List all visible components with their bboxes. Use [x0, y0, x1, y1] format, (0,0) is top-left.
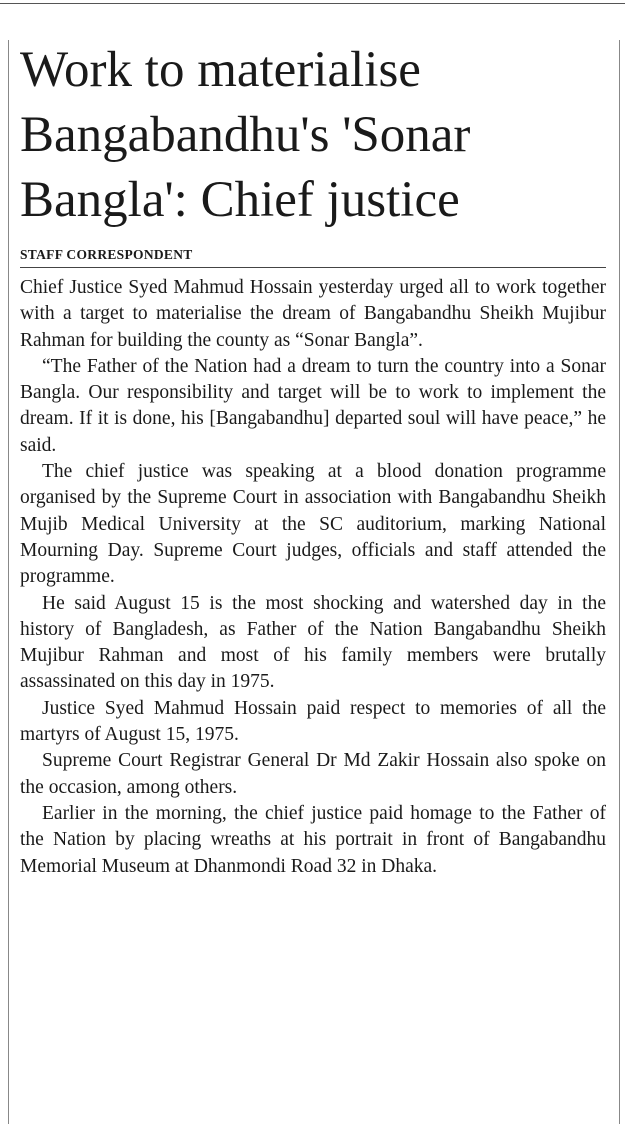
- article-paragraph: “The Father of the Nation had a dream to turn the country into a Sonar Bangla. Our responsibility and target will be to work to implement the dream. If it is done, his [Bangabandhu] departed soul will have peace,” he said.: [20, 355, 606, 456]
- article-paragraph: Earlier in the morning, the chief justice paid homage to the Father of the Nation by placing wreaths at his portrait in front of Bangabandhu Memorial Museum at Dhanmondi Road 32 in Dhaka.: [20, 802, 606, 877]
- article-paragraph: Chief Justice Syed Mahmud Hossain yesterday urged all to work together with a target to materialise the dream of Bangabandhu Sheikh Mujibur Rahman for building the county as “Sonar Bangla”.: [20, 277, 606, 351]
- article-byline: [20, 247, 606, 268]
- right-column-rule: [619, 40, 620, 1124]
- news-article: [20, 38, 606, 880]
- article-paragraph: Supreme Court Registrar General Dr Md Zakir Hossain also spoke on the occasion, among others.: [20, 750, 606, 798]
- article-body: [20, 275, 606, 880]
- byline-text: STAFF CORRESPONDENT: [20, 247, 193, 262]
- article-paragraph: Justice Syed Mahmud Hossain paid respect to memories of all the martyrs of August 15, 1975.: [20, 697, 606, 746]
- article-paragraph: The chief justice was speaking at a blood donation programme organised by the Supreme Court in association with Bangabandhu Sheikh Mujib Medical University at the SC auditorium, marking National Mourning Day. Supreme Court judges, officials and staff attended the programme.: [20, 461, 606, 588]
- article-paragraph: He said August 15 is the most shocking and watershed day in the history of Bangladesh, as Father of the Nation Bangabandhu Sheikh Mujibur Rahman and most of his family members were brutally assassinated on this day in 1975.: [20, 592, 606, 693]
- left-column-rule: [8, 40, 9, 1124]
- top-border-rule: [0, 3, 625, 4]
- article-headline: Work to materialise Bangabandhu's 'Sonar Bangla': Chief justice: [20, 42, 471, 228]
